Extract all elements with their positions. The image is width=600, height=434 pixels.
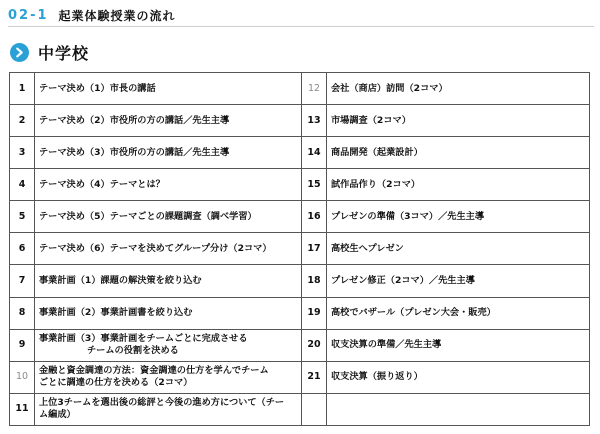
step-text-line1: 事業計画（2）事業計画書を絞り込む (39, 307, 193, 319)
step-text: 高校でバザール（プレゼン大会・販売） (327, 297, 590, 329)
step-number (302, 393, 327, 425)
step-text-line1: テーマ決め（4）テーマとは？ (39, 178, 165, 190)
lesson-flow-table (9, 72, 590, 426)
step-number: 19 (302, 297, 327, 329)
step-text (35, 105, 302, 137)
step-text: 収支決算の準備／先生主導 (327, 329, 590, 361)
step-text-line1: 上位3チームを選出後の総評と今後の進め方について（チー (39, 397, 285, 409)
step-text-line1: 事業計画（3）事業計画をチームごとに完成させる (39, 333, 248, 345)
step-text-line1: テーマ決め（6）テーマを決めてグループ分け（2コマ） (39, 242, 272, 254)
table-row (10, 169, 590, 201)
step-text (35, 265, 302, 297)
step-number: 11 (10, 393, 35, 425)
step-number: 9 (10, 329, 35, 361)
step-text (327, 393, 590, 425)
table-row (10, 265, 590, 297)
step-number: 21 (302, 361, 327, 393)
step-number: 20 (302, 329, 327, 361)
step-text-line2: ごとに調達の仕方を決める（2コマ） (39, 377, 193, 389)
step-text-line1: テーマ決め（5）テーマごとの課題調査（調べ学習） (39, 210, 257, 222)
step-number: 4 (10, 169, 35, 201)
section-code: 02-1 (8, 7, 49, 23)
step-number: 13 (302, 105, 327, 137)
step-text (35, 393, 302, 425)
step-text (35, 297, 302, 329)
step-number: 6 (10, 233, 35, 265)
table-row (10, 73, 590, 105)
step-text-line1: テーマ決め（3）市役所の方の講話／先生主導 (39, 146, 230, 158)
step-number: 12 (302, 73, 327, 105)
table-row (10, 201, 590, 233)
chevron-right-icon (10, 43, 29, 62)
table-row (10, 297, 590, 329)
step-text: 会社（商店）訪問（2コマ） (327, 73, 590, 105)
step-text-line1: 事業計画（1）課題の解決策を絞り込む (39, 275, 202, 286)
step-text: プレゼンの準備（3コマ）／先生主導 (327, 201, 590, 233)
step-text-line2: チームの役割を決める (87, 345, 179, 357)
step-text (35, 73, 302, 105)
step-text: 高校生へプレゼン (327, 233, 590, 265)
step-text: 市場調査（2コマ） (327, 105, 590, 137)
section-heading (10, 40, 89, 64)
table-row (10, 393, 590, 425)
page-header (8, 4, 594, 27)
step-number: 15 (302, 169, 327, 201)
step-text-line1: テーマ決め（1）市長の講話 (39, 82, 156, 94)
step-text (35, 137, 302, 169)
section-title: 中学校 (38, 43, 90, 63)
step-number: 16 (302, 201, 327, 233)
step-text (35, 329, 302, 361)
step-number: 2 (10, 105, 35, 137)
step-text: プレゼン修正（2コマ）／先生主導 (327, 265, 590, 297)
page-title: 起業体験授業の流れ (58, 8, 176, 23)
step-text (35, 361, 302, 393)
table-row (10, 329, 590, 361)
step-number: 7 (10, 265, 35, 297)
step-number: 10 (10, 361, 35, 393)
step-number: 8 (10, 297, 35, 329)
table-row (10, 105, 590, 137)
step-text (35, 169, 302, 201)
step-text (35, 201, 302, 233)
step-number: 17 (302, 233, 327, 265)
step-text-line1: 金融と資金調達の方法：資金調達の仕方を学んでチーム (39, 365, 269, 377)
step-text: 商品開発（起業設計） (327, 137, 590, 169)
table-row (10, 233, 590, 265)
step-number: 14 (302, 137, 327, 169)
step-text-line2: ム編成） (39, 409, 76, 421)
step-text: 試作品作り（2コマ） (327, 169, 590, 201)
step-number: 3 (10, 137, 35, 169)
table-row (10, 137, 590, 169)
step-number: 5 (10, 201, 35, 233)
step-text: 収支決算（振り返り） (327, 361, 590, 393)
table-row (10, 361, 590, 393)
step-number: 18 (302, 265, 327, 297)
step-text (35, 233, 302, 265)
step-number: 1 (10, 73, 35, 105)
step-text-line1: テーマ決め（2）市役所の方の講話／先生主導 (39, 114, 230, 126)
